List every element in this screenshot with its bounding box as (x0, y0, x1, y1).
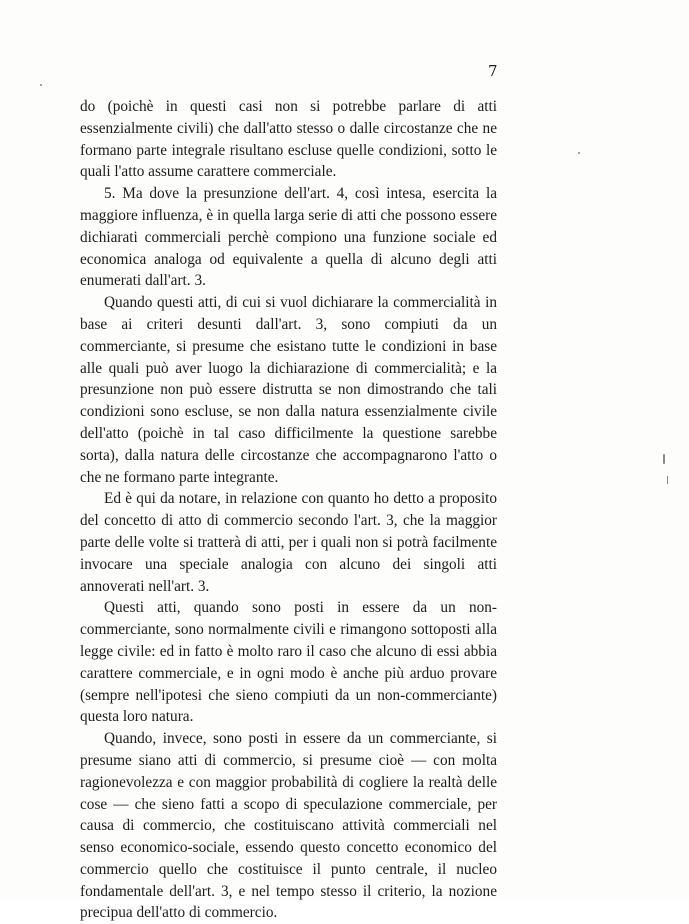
paragraph-continuation: do (poichè in questi casi non si potrebbe parlare di atti essenzialmente civili) che dall'atto stesso o dalle circostanze che ne formano parte integrale risultano escluse quelle condizioni, sotto le quali l'atto assume carattere commerciale. (80, 98, 497, 181)
paragraph: Ed è qui da notare, in relazione con quanto ho detto a proposito del concetto di atto di commercio secondo l'art. 3, che la maggior parte delle volte si tratterà di atti, per i quali non si potrà facilmente invocare una speciale analogia con alcuno dei singoli atti annoverati nell'art. 3. (80, 490, 497, 595)
paragraph: Quando questi atti, di cui si vuol dichiarare la commercialità in base ai criteri desunti dall'art. 3, sono compiuti da un commerciante, si presume che esistano tutte le condizioni in base alle quali può aver luogo la dichiarazione di commercialità; e la presunzione non può essere distrutta se non dimostrando che tali condizioni sono escluse, se non dalla natura essenzialmente civile dell'atto (poichè in tal caso difficilmente la questione sarebbe sorta), dalla natura delle circostanze che accompagnarono l'atto o che ne formano parte integrante. (80, 294, 497, 486)
paragraph: Questi atti, quando sono posti in essere da un non-commerciante, sono normalmente civili e rimangono sottoposti alla legge civile: ed in fatto è molto raro il caso che alcuno di essi abbia carattere commerciale, e in ogni modo è anche più arduo provare (sempre nell'ipotesi che sieno compiuti da un non-commerciante) questa loro natura. (80, 599, 497, 726)
page-number: 7 (488, 62, 498, 80)
paragraph-section-5: 5. Ma dove la presunzione dell'art. 4, così intesa, esercita la maggiore influenza, è in quella larga serie di atti che possono essere dichiarati commerciali perchè compiono una funzione sociale ed economica analoga od equivalente a quella di alcuno degli atti enumerati dall'art. 3. (80, 185, 497, 290)
body-text (80, 96, 497, 924)
paragraph: Quando, invece, sono posti in essere da un commerciante, si presume siano atti di commercio, si presume cioè — con molta ragionevolezza e con maggior probabilità di cogliere la realtà delle cose — che sieno fatti a scopo di speculazione commerciale, per causa di commercio, che costituiscano attività commerciali nel senso economico-sociale, essendo questo concetto economico del commercio quello che costituisce il punto centrale, il nucleo fondamentale dell'art. 3, e nel tempo stesso il criterio, la nozione precipua dell'atto di commercio. (80, 730, 497, 922)
